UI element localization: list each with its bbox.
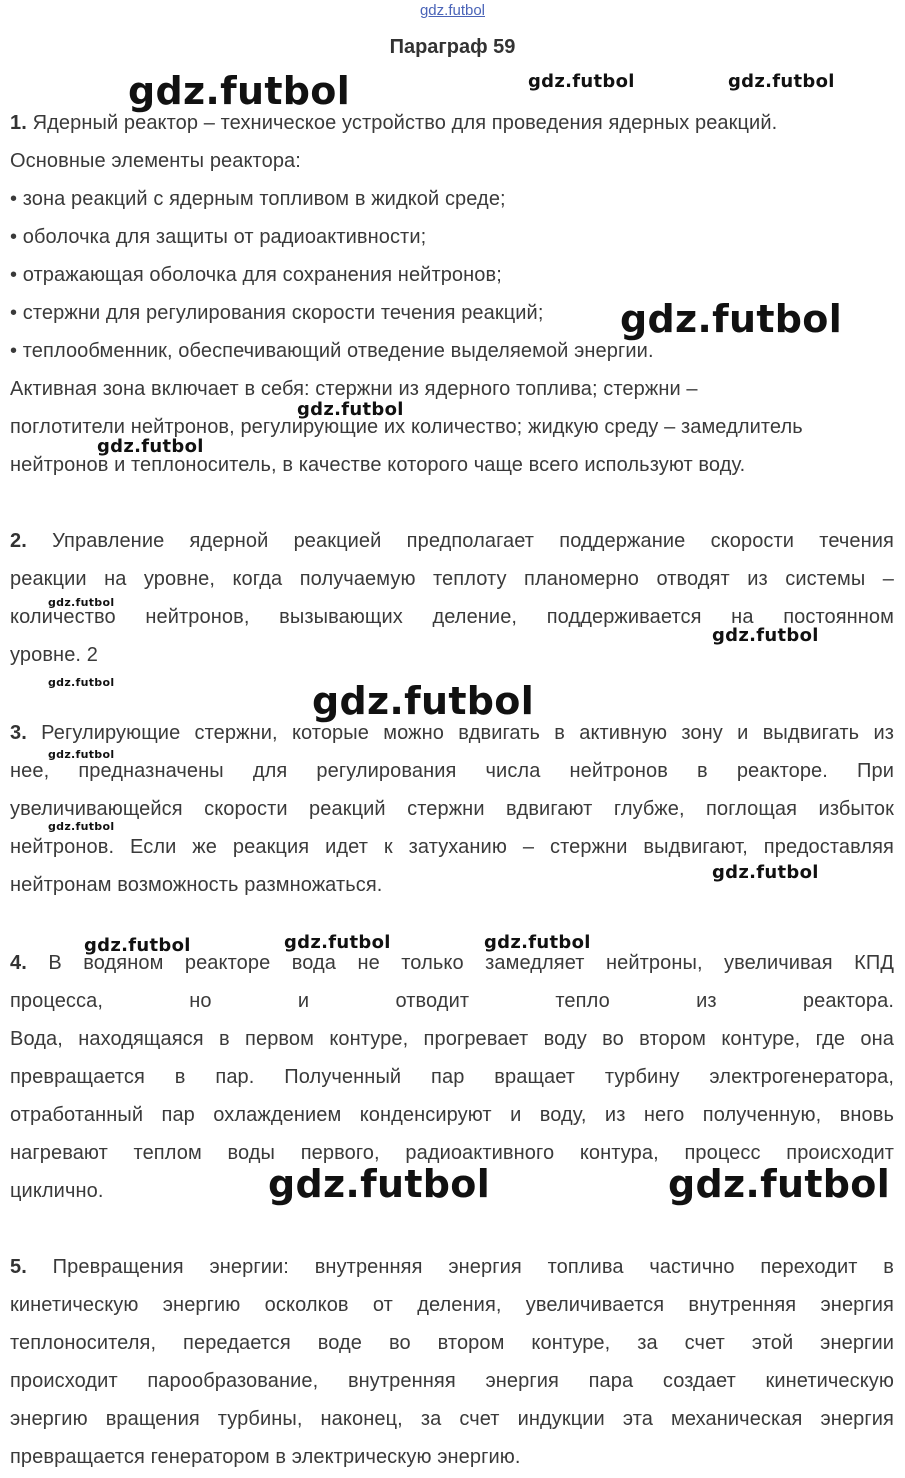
site-link[interactable]: gdz.futbol [419,2,486,19]
watermark: gdz.futbol [48,748,115,761]
answer-text-line: нее, предназначены для регулирования числа нейтронов в реакторе. При [10,760,894,782]
answer-text-line: нейтронов и теплоноситель, в качестве которого чаще всего используют воду. [10,454,746,476]
answer-number: 4. [10,952,27,974]
answer-text-line: нейтронам возможность размножаться. [10,874,383,896]
watermark: gdz.futbol [48,676,115,689]
answer-text-line: превращается генератором в электрическую энергию. [10,1446,521,1468]
answer-text-line: В водяном реакторе вода не только замедляет нейтроны, увеличивая КПД [48,952,894,974]
answer-number: 3. [10,722,27,744]
answer-5 [10,1248,894,1476]
page-title: Параграф 59 [389,36,516,58]
watermark: gdz.futbol [97,436,204,457]
watermark: gdz.futbol [620,297,843,341]
answer-text-line: Управление ядерной реакцией предполагает поддержание скорости течения [52,530,894,552]
watermark: gdz.futbol [712,862,819,883]
watermark: gdz.futbol [484,932,591,953]
answer-text-line: теплоносителя, передается воде во втором контуре, за счет этой энергии [10,1332,894,1354]
answer-text-line: энергию вращения турбины, наконец, за счет индукции эта механическая энергия [10,1408,894,1430]
answer-text-line: поглотители нейтронов, регулирующие их количество; жидкую среду – замедлитель [10,416,803,438]
answer-text-line: Превращения энергии: внутренняя энергия топлива частично переходит в [52,1256,894,1278]
answer-text-line: происходит парообразование, внутренняя энергия пара создает кинетическую [10,1370,894,1392]
watermark: gdz.futbol [84,935,191,956]
answer-text-line: Вода, находящаяся в первом контуре, прогревает воду во втором контуре, где она [10,1028,894,1050]
answer-number: 1. [10,112,27,134]
watermark: gdz.futbol [284,932,391,953]
watermark: gdz.futbol [128,69,351,113]
answer-text-line: отработанный пар охлаждением конденсируют и воду, из него полученную, вновь [10,1104,894,1126]
answer-text-line: количество нейтронов, вызывающих деление, поддерживается на постоянном [10,606,894,628]
answer-text-line: Регулирующие стержни, которые можно вдвигать в активную зону и выдвигать из [41,722,894,744]
answer-number: 2. [10,530,27,552]
watermark: gdz.futbol [728,71,835,92]
list-item: • оболочка для защиты от радиоактивности; [10,226,427,248]
watermark: gdz.futbol [312,679,535,723]
list-item: • стержни для регулирования скорости течения реакций; [10,302,544,324]
watermark: gdz.futbol [712,625,819,646]
answer-text-line: Активная зона включает в себя: стержни из ядерного топлива; стержни – [10,378,698,400]
answer-number: 5. [10,1256,27,1278]
watermark: gdz.futbol [297,399,404,420]
answer-2 [10,522,894,674]
list-item: • отражающая оболочка для сохранения нейтронов; [10,264,502,286]
answer-text-line: превращается в пар. Полученный пар вращает турбину электрогенератора, [10,1066,894,1088]
answer-text-line: циклично. [10,1180,104,1202]
answer-text-line: реакции на уровне, когда получаемую теплоту планомерно отводят из системы – [10,568,894,590]
watermark: gdz.futbol [48,596,115,609]
watermark: gdz.futbol [668,1162,891,1206]
answer-text-line: нагревают теплом воды первого, радиоактивного контура, процесс происходит [10,1142,894,1164]
answer-text-line: процесса, но и отводит тепло из реактора. [10,990,894,1012]
answer-text-line: нейтронов. Если же реакция идет к затуханию – стержни выдвигают, предоставляя [10,836,894,858]
answer-text-line: Ядерный реактор – техническое устройство для проведения ядерных реакций. [32,112,778,134]
answer-text-line: увеличивающейся скорости реакций стержни вдвигают глубже, поглощая избыток [10,798,894,820]
watermark: gdz.futbol [48,820,115,833]
watermark: gdz.futbol [528,71,635,92]
list-item: • теплообменник, обеспечивающий отведение выделяемой энергии. [10,340,654,362]
answer-text-line: кинетическую энергию осколков от деления, увеличивается внутренняя энергия [10,1294,894,1316]
watermark: gdz.futbol [268,1162,491,1206]
list-item: • зона реакций с ядерным топливом в жидкой среде; [10,188,506,210]
answer-text-line: уровне. 2 [10,644,98,666]
answer-1 [10,104,894,484]
answer-text-line: Основные элементы реактора: [10,150,301,172]
